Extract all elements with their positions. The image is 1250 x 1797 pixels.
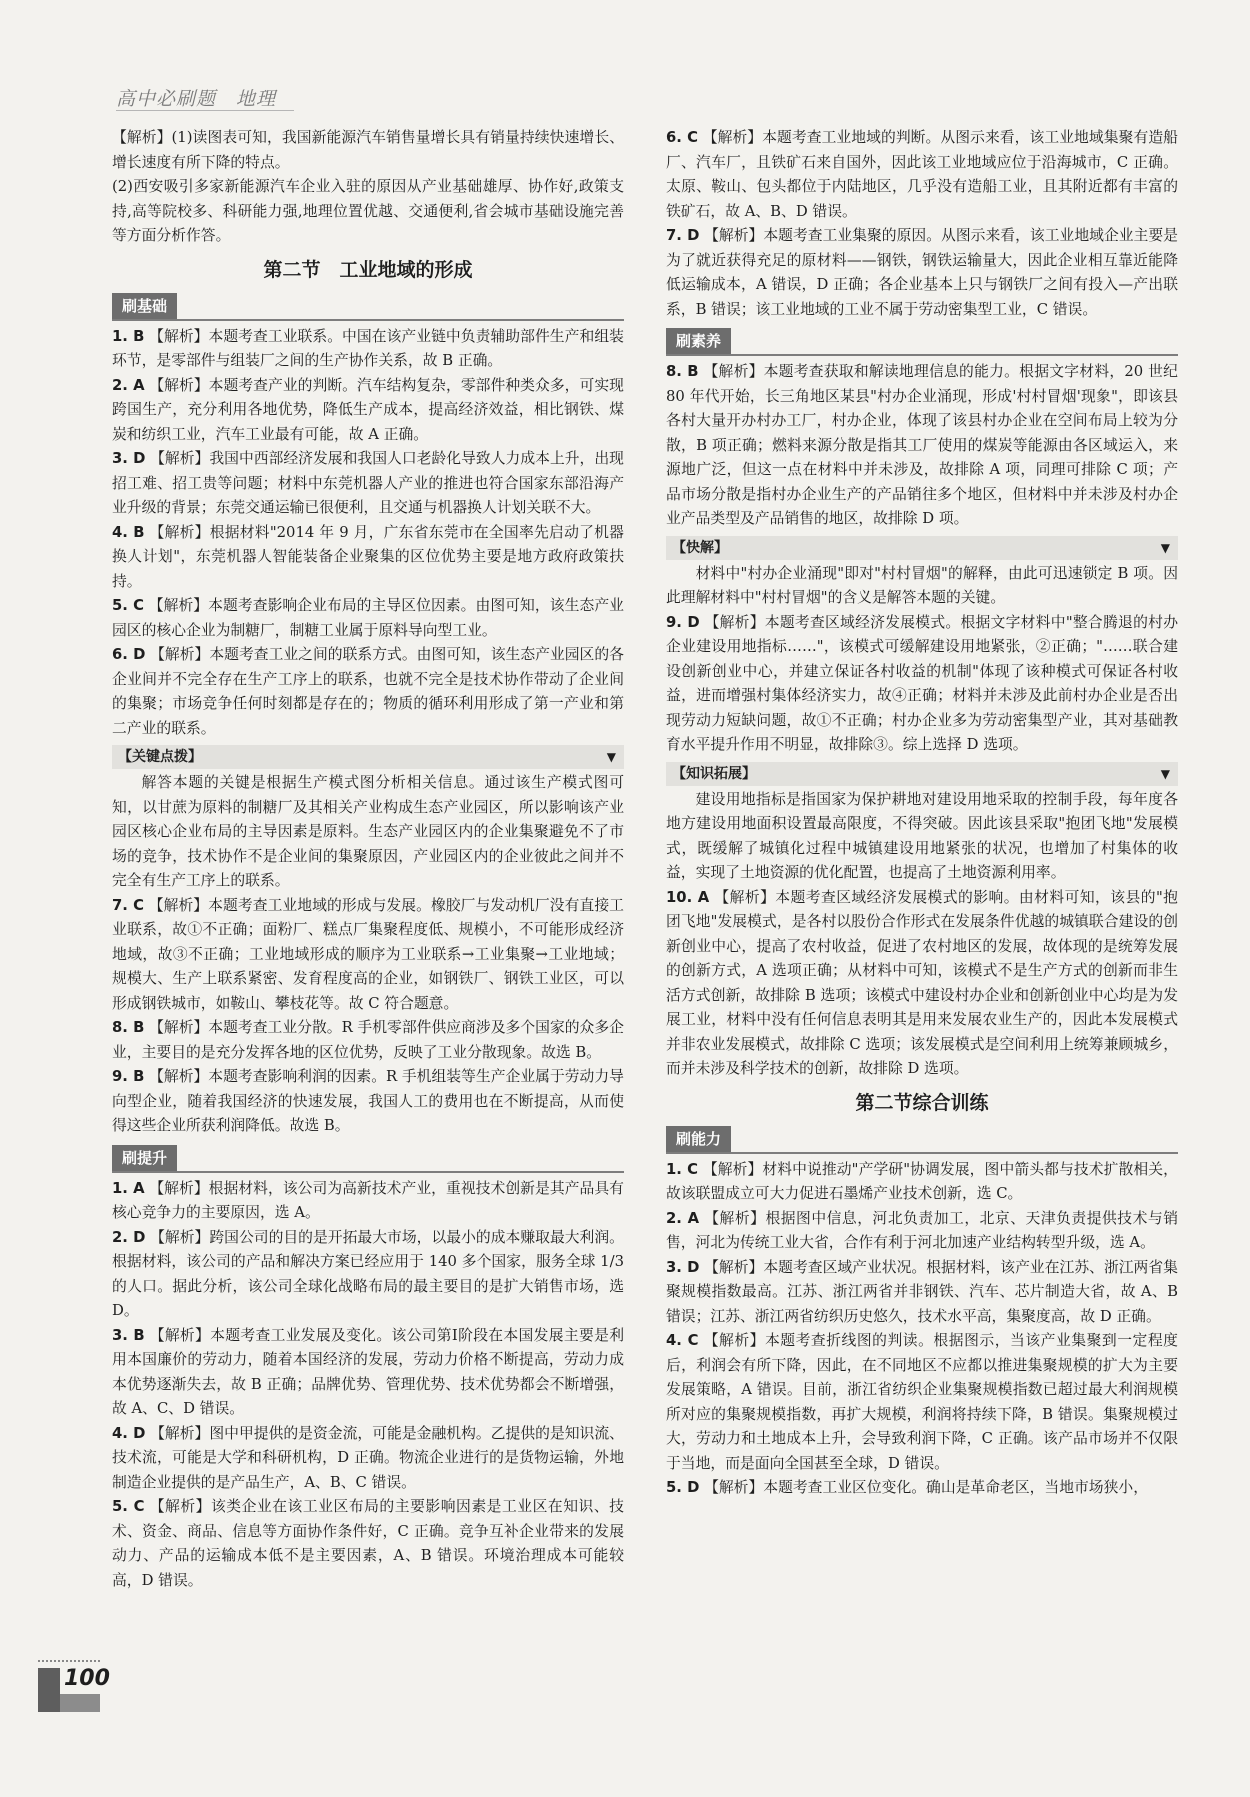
answer-text: 【解析】本题考查影响企业布局的主导区位因素。由图可知，该生态产业园区的核心企业为制糖厂，制糖工业属于原料导向型工业。 [112, 597, 624, 639]
answer-item [666, 224, 1178, 322]
answer-text: 【解析】本题考查工业联系。中国在该产业链中负责辅助部件生产和组装环节，是零部件与组装厂之间的生产协作关系，故 B 正确。 [112, 327, 624, 369]
answer-item [112, 643, 624, 741]
answer-text: 【解析】本题考查折线图的判读。根据图示，当该产业集聚到一定程度后，利润会有所下降，因此，在不同地区不应都以推进集聚规模的扩大为主要发展策略，A 错误。目前，浙江省纺织企业集聚规模指数已超过最大利润规模所对应的集聚规模指数，再扩大规模，利润将持续下降，B 错误。集聚规模过大，劳动力和土地成本上升，会导致利润下降，C 正确。该产品市场并不仅限于当地，而是面向全国甚至全球，D 错误。 [666, 1332, 1178, 1472]
page-corner-block [38, 1668, 60, 1712]
answer-text: 【解析】本题考查工业地域的判断。从图示来看，该工业地域集聚有造船厂、汽车厂，且铁矿石来自国外，因此该工业地域应位于沿海城市，C 正确。太原、鞍山、包头都位于内陆地区，几乎没有造船工业，且其附近都有丰富的铁矿石，故 A、B、D 错误。 [666, 129, 1178, 220]
answer-text: 【解析】图中甲提供的是资金流，可能是金融机构。乙提供的是知识流、技术流，可能是大学和科研机构，D 正确。物流企业进行的是货物运输，外地制造企业提供的是产品生产，A、B、C 错误。 [112, 1424, 624, 1491]
answer-list-right-1 [666, 126, 1178, 322]
band-label: 刷提升 [112, 1145, 177, 1171]
page-number-dots [38, 1660, 100, 1662]
tip-body: 材料中"村办企业涌现"即对"村村冒烟"的解释，由此可迅速锁定 B 项。因此理解材料中"村村冒烟"的含义是解答本题的关键。 [666, 564, 1178, 606]
tip-label: 【知识拓展】 [672, 765, 756, 782]
answer-list-basic-2 [112, 894, 624, 1139]
answer-item [112, 1422, 624, 1496]
answer-number: 7. D [666, 227, 700, 244]
answer-number: 2. A [666, 1209, 700, 1227]
answer-number: 8. B [112, 1019, 145, 1036]
answer-list-ability [666, 1158, 1178, 1501]
answer-item [666, 1207, 1178, 1256]
answer-text: 【解析】根据材料"2014 年 9 月，广东省东莞市在全国率先启动了机器换人计划"，东莞机器人智能装备企业聚集的区位优势主要是地方政府政策扶持。 [112, 523, 624, 590]
band-label: 刷素养 [666, 328, 731, 354]
answer-item [112, 1495, 624, 1593]
triangle-down-icon: ▼ [1160, 766, 1170, 781]
page-corner-block-small [60, 1694, 100, 1712]
tip-label: 【快解】 [672, 539, 728, 556]
answer-text: 【解析】我国中西部经济发展和我国人口老龄化导致人力成本上升，出现招工难、招工贵等问题；材料中东莞机器人产业的推进也符合国家东部沿海产业升级的背景；东莞交通运输已很便利，且交通与机器换人计划关联不大。 [112, 450, 624, 516]
section-title: 第二节 工业地域的形成 [263, 258, 473, 281]
answer-item [666, 611, 1178, 758]
answer-number: 5. C [112, 1498, 145, 1515]
tip-body: 建设用地指标是指国家为保护耕地对建设用地采取的控制手段，每年度各地方建设用地面积设置最高限度，不得突破。因此该县采取"抱团飞地"发展模式，既缓解了城镇化过程中城镇建设用地紧张的状况，也增加了村集体的收益，实现了土地资源的优化配置，也提高了土地资源利用率。 [666, 790, 1178, 881]
answer-item [112, 1016, 624, 1065]
answer-item [112, 325, 624, 374]
answer-item [112, 894, 624, 1017]
answer-text: 【解析】本题考查工业区位变化。确山是革命老区，当地市场狭小， [704, 1479, 1148, 1496]
answer-text: 【解析】根据图中信息，河北负责加工，北京、天津负责提供技术与销售，河北为传统工业大省，合作有利于河北加速产业结构转型升级，选 A。 [666, 1209, 1178, 1251]
answer-text: 【解析】本题考查工业地域的形成与发展。橡胶厂与发动机厂没有直接工业联系，故①不正确；面粉厂、糕点厂集聚程度低、规模小，不可能形成经济地域，故③不正确；工业地域形成的顺序为工业联系→工业集聚→工业地域；规模大、生产上联系紧密、发育程度高的企业，如钢铁厂、钢铁工业区，可以形成钢铁城市，如鞍山、攀枝花等。故 C 符合题意。 [112, 896, 624, 1012]
answer-item [666, 1158, 1178, 1207]
answer-number: 5. C [112, 597, 144, 614]
answer-number: 3. D [666, 1258, 700, 1276]
answer-item [112, 521, 624, 595]
answer-item [112, 594, 624, 643]
left-column [112, 126, 624, 1736]
answer-text: 【解析】本题考查工业发展及变化。该公司第Ⅰ阶段在本国发展主要是利用本国廉价的劳动力，随着本国经济的发展，劳动力价格不断提高，劳动力成本优势逐渐失去，故 B 正确；品牌优势、管理优势、技术优势都会不断增强，故 A、C、D 错误。 [112, 1326, 624, 1417]
page-number: 100 [64, 1666, 110, 1691]
tip-label: 【关键点拨】 [118, 749, 202, 765]
answer-number: 4. D [112, 1424, 146, 1442]
answer-text: 【解析】本题考查影响利润的因素。R 手机组装等生产企业属于劳动力导向型企业，随着我国经济的快速发展，我国人工的费用也在不断提高，从而使得这些企业所获利润降低。故选 B。 [112, 1068, 624, 1134]
answer-item [666, 886, 1178, 1082]
answer-item [666, 1476, 1178, 1501]
answer-text: 【解析】本题考查工业集聚的原因。从图示来看，该工业地域企业主要是为了就近获得充足的原材料——钢铁，钢铁运输量大，因此企业相互靠近能降低运输成本，A 错误，D 正确；各企业基本上只与钢铁厂之间有投入—产出联系，B 错误；该工业地域的工业不属于劳动密集型工业，C 错误。 [666, 227, 1178, 318]
answer-text: 【解析】本题考查工业分散。R 手机零部件供应商涉及多个国家的众多企业，主要目的是充分发挥各地的区位优势，反映了工业分散现象。故选 B。 [112, 1019, 624, 1061]
answer-number: 1. C [666, 1160, 699, 1178]
answer-text: 【解析】本题考查产业的判断。汽车结构复杂，零部件种类众多，可实现跨国生产，充分利用各地优势，降低生产成本，提高经济效益，相比钢铁、煤炭和纺织工业，汽车工业最有可能，故 A 正确。 [112, 376, 624, 443]
answer-number: 10. A [666, 888, 710, 906]
answer-number: 3. D [112, 450, 146, 467]
answer-text: 【解析】材料中说推动"产学研"协调发展，图中箭头都与技术扩散相关，故该联盟成立可大力促进石墨烯产业技术创新，选 C。 [666, 1160, 1178, 1202]
answer-item [666, 126, 1178, 224]
answer-item [112, 1324, 624, 1422]
answer-item [112, 1177, 624, 1226]
answer-number: 2. D [112, 1228, 146, 1246]
answer-number: 9. D [666, 613, 700, 631]
answer-number: 5. D [666, 1479, 700, 1496]
band-basic [112, 293, 624, 321]
answer-text: 【解析】跨国公司的目的是开拓最大市场，以最小的成本赚取最大利润。根据材料，该公司的产品和解决方案已经应用于 140 多个国家，服务全球 1/3 的人口。据此分析，该公司全球化战略布局的最主要目的是扩大销售市场，选 D。 [112, 1228, 624, 1319]
answer-number: 6. C [666, 129, 698, 146]
answer-item [666, 1256, 1178, 1330]
answer-number: 4. C [666, 1332, 699, 1349]
answer-number: 3. B [112, 1326, 145, 1344]
right-column [666, 126, 1178, 1736]
answer-text: 【解析】本题考查区域经济发展模式的影响。由材料可知，该县的"抱团飞地"发展模式，是各村以股份合作形式在发展条件优越的城镇联合建设的创新创业中心，提高了农村收益，促进了农村地区的发展，故体现的是统筹发展的创新方式，A 选项正确；从材料中可知，该模式不是生产方式的创新而非生活方式创新，故排除 B 选项；该模式中建设村办企业和创新创业中心均是为发展工业，材料中没有任何信息表明其是用来发展农业生产的，因此本发展模式并非农业发展模式，故排除 C 选项；该发展模式是空间利用上统筹兼顾城乡，而并未涉及科学技术的创新，故排除 D 选项。 [666, 888, 1178, 1077]
band-improve [112, 1145, 624, 1173]
intro-paragraph-1: 【解析】(1)读图表可知，我国新能源汽车销售量增长具有销量持续快速增长、增长速度有所下降的特点。 [112, 129, 624, 171]
answer-text: 【解析】本题考查区域产业状况。根据材料，该产业在江苏、浙江两省集聚规模指数最高。江苏、浙江两省并非钢铁、汽车、芯片制造大省，故 A、B 错误；江苏、浙江两省纺织历史悠久，技术水平高，集聚度高，故 D 正确。 [666, 1258, 1178, 1325]
answer-number: 6. D [112, 646, 146, 663]
book-header: 高中必刷题 地理 [116, 88, 277, 110]
answer-number: 2. A [112, 376, 145, 394]
triangle-down-icon: ▼ [1160, 540, 1170, 555]
answer-item [112, 447, 624, 521]
answer-text: 【解析】本题考查工业之间的联系方式。由图可知，该生态产业园区的各企业间并不完全存在生产工序上的联系，也就不完全是技术协作带动了企业间的集聚；市场竞争任何时刻都是存在的；物质的循环利用形成了第一产业和第二产业的联系。 [112, 646, 624, 737]
tip-bar-extend [666, 762, 1178, 786]
answer-number: 8. B [666, 363, 699, 380]
answer-text: 【解析】本题考查区域经济发展模式。根据文字材料中"整合腾退的村办企业建设用地指标……"，该模式可缓解建设用地紧张，②正确；"……联合建设创新创业中心，并建立保证各村收益的机制"体现了该种模式可保证各村收益，进而增强村集体经济实力，故④正确；材料并未涉及此前村办企业是否出现劳动力短缺问题，故①不正确；村办企业多为劳动密集型产业，其对基础教育水平提升作用不明显，故排除③。综上选择 D 选项。 [666, 613, 1178, 753]
answer-item [666, 1329, 1178, 1476]
answer-item [112, 1065, 624, 1139]
answer-text: 【解析】根据材料，该公司为高新技术产业，重视技术创新是其产品具有核心竞争力的主要原因，选 A。 [112, 1179, 624, 1221]
tip-bar-quick [666, 536, 1178, 560]
band-literacy [666, 328, 1178, 356]
answer-text: 【解析】该类企业在该工业区布局的主要影响因素是工业区在知识、技术、资金、商品、信息等方面协作条件好，C 正确。竞争互补企业带来的发展动力、产品的运输成本低不是主要因素，A、B 错误。环境治理成本可能较高，D 错误。 [112, 1498, 624, 1589]
answer-number: 9. B [112, 1068, 145, 1085]
tip-body: 解答本题的关键是根据生产模式图分析相关信息。通过该生产模式图可知，以甘蔗为原料的制糖厂及其相关产业构成生态产业园区，所以影响该产业园区核心企业布局的主导因素是原料。生态产业园区内的企业集聚避免不了市场的竞争，技术协作不是企业间的集聚原因，产业园区内的企业彼此之间并不完全有生产工序上的联系。 [112, 774, 624, 889]
answer-list-improve [112, 1177, 624, 1594]
intro-paragraph-2: (2)西安吸引多家新能源汽车企业入驻的原因从产业基础雄厚、协作好,政策支持,高等院校多、科研能力强,地理位置优越、交通便利,省会城市基础设施完善等方面分析作答。 [112, 178, 624, 244]
answer-number: 4. B [112, 523, 145, 541]
triangle-down-icon: ▼ [606, 750, 616, 764]
answer-number: 1. A [112, 1179, 145, 1197]
band-ability [666, 1126, 1178, 1154]
answer-item [112, 374, 624, 448]
answer-text: 【解析】本题考查获取和解读地理信息的能力。根据文字材料，20 世纪 80 年代开始，长三角地区某县"村办企业涌现，形成'村村冒烟'现象"，即该县各村大量开办村办工厂，村办企业，体现了该县村办企业在空间布局上较为分散，B 项正确；燃料来源分散是指其工厂使用的煤炭等能源由各区域运入，来源地广泛，但这一点在材料中并未涉及，故排除 A 项，同理可排除 C 项；产品市场分散是指村办企业生产的产品销往多个地区，但材料中并未涉及村办企业产品类型及产品销售的地区，故排除 D 项。 [666, 363, 1178, 527]
tip-bar-key-point [112, 745, 624, 769]
band-label: 刷基础 [112, 293, 177, 319]
answer-item [112, 1226, 624, 1324]
answer-number: 1. B [112, 327, 145, 345]
band-label: 刷能力 [666, 1126, 731, 1152]
header-rule [116, 110, 294, 111]
answer-number: 7. C [112, 896, 144, 914]
answer-list-basic [112, 325, 624, 742]
section-title-training: 第二节综合训练 [855, 1091, 989, 1114]
answer-item [666, 360, 1178, 532]
